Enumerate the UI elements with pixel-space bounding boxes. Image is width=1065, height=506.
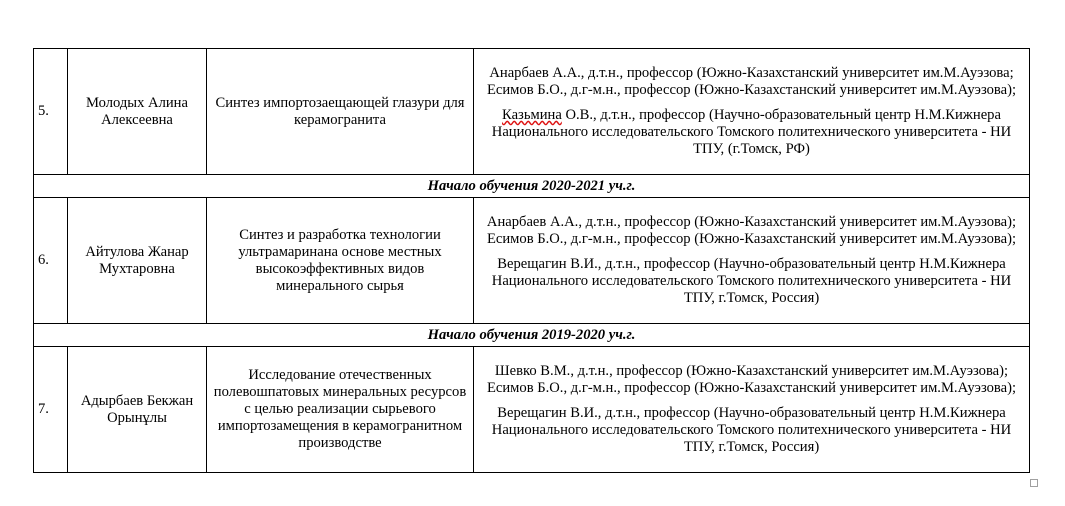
section-heading-2019: Начало обучения 2019-2020 уч.г. <box>34 324 1030 347</box>
student-name: Айтулова Жанар Мухтаровна <box>68 198 207 324</box>
supervisors-cell <box>474 198 1030 324</box>
thesis-topic: Синтез импортозаещающей глазури для керамогранита <box>207 49 474 175</box>
foreign-supervisor <box>478 107 1025 158</box>
section-row <box>34 324 1030 347</box>
spellcheck-flagged-word: Казьмина <box>502 107 562 123</box>
supervisors-cell <box>474 49 1030 175</box>
section-heading-2020: Начало обучения 2020-2021 уч.г. <box>34 175 1030 198</box>
thesis-topic: Исследование отечественных полевошпатовых минеральных ресурсов с целью реализации сырьевого импортозамещения в керамогранитном производстве <box>207 347 474 473</box>
domestic-supervisors: Анарбаев А.А., д.т.н., профессор (Южно-Казахстанский университет им.М.Ауэзова); Есимов Б.О., д.г-м.н., профессор (Южно-Казахстанский университет им.М.Ауэзова); <box>486 214 1017 247</box>
section-row <box>34 175 1030 198</box>
table-row <box>34 49 1030 175</box>
domestic-supervisors: Шевко В.М., д.т.н., профессор (Южно-Казахстанский университет им.М.Ауэзова); Есимов Б.О., д.г-м.н., профессор (Южно-Казахстанский университет им.М.Ауэзова); <box>486 363 1017 396</box>
row-number: 7. <box>34 347 68 473</box>
table-row <box>34 198 1030 324</box>
supervisors-cell <box>474 347 1030 473</box>
foreign-supervisor: Верещагин В.И., д.т.н., профессор (Научно-образовательный центр Н.М.Кижнера Национального исследовательского Томского политехнического университета - НИ ТПУ, г.Томск, Россия) <box>491 256 1012 306</box>
row-number: 6. <box>34 198 68 324</box>
student-name: Молодых Алина Алексеевна <box>68 49 207 175</box>
table-end-marker-icon <box>1030 479 1038 487</box>
student-name: Адырбаев Бекжан Орынұлы <box>68 347 207 473</box>
foreign-supervisor: Верещагин В.И., д.т.н., профессор (Научно-образовательный центр Н.М.Кижнера Национального исследовательского Томского политехнического университета - НИ ТПУ, г.Томск, Россия) <box>491 405 1012 455</box>
foreign-supervisor-details: О.В., д.т.н., профессор (Научно-образовательный центр Н.М.Кижнера Национального исследовательского Томского политехнического университета - НИ ТПУ, (г.Томск, РФ) <box>491 107 1012 157</box>
row-number: 5. <box>34 49 68 175</box>
thesis-topic: Синтез и разработка технологии ультрамаринана основе местных высокоэффективных видов минерального сырья <box>207 198 474 324</box>
domestic-supervisors: Анарбаев А.А., д.т.н., профессор (Южно-Казахстанский университет им.М.Ауэзова; Есимов Б.О., д.г-м.н., профессор (Южно-Казахстанский университет им.М.Ауэзова); <box>486 65 1017 98</box>
supervisors-table <box>33 48 1030 473</box>
table-row <box>34 347 1030 473</box>
